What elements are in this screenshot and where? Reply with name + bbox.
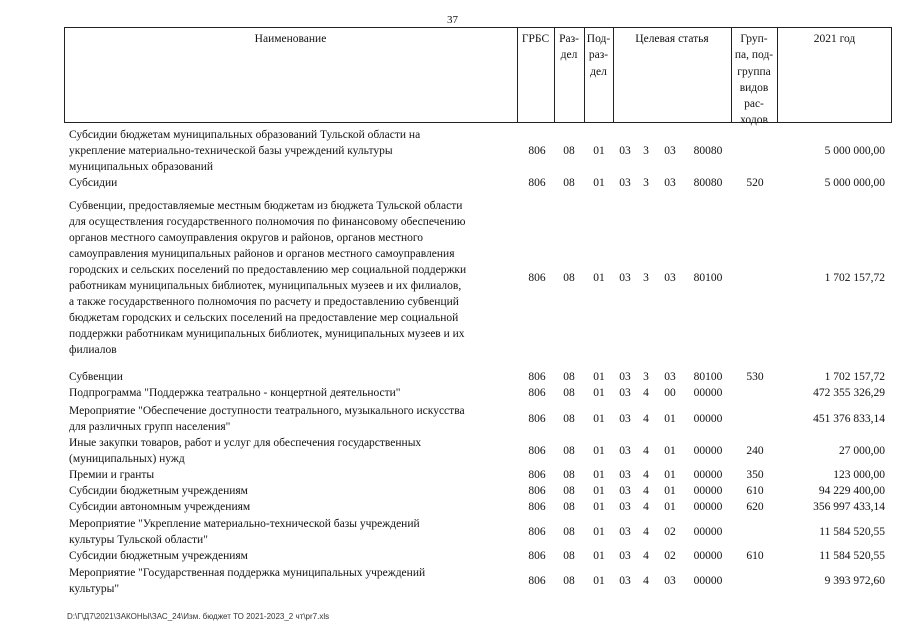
cell-podrazdel: 01 (593, 501, 605, 513)
cell-cs-program: 03 (619, 526, 631, 538)
header-podrazdel: Под- раз- дел (586, 33, 611, 78)
cell-name: Субсидии бюджетам муниципальных образований Тульской области на укрепление материально-технической базы учреждений культуры муниципальных образований (69, 129, 421, 173)
cell-cs-event: 03 (664, 371, 676, 383)
cell-name: Субсидии автономным учреждениям (69, 501, 251, 513)
cell-razdel: 08 (563, 145, 575, 157)
footer-file-path: D:\Г\Д7\2021\ЗАКОНЫ\ЗАС_24\Изм. бюджет ТО 2021-2023_2 чт\pr7.xls (67, 612, 330, 621)
cell-vid: 520 (746, 177, 764, 189)
header-razdel: Раз- дел (559, 33, 579, 62)
cell-cs-direction: 00000 (693, 501, 723, 513)
cell-cs-program: 03 (619, 177, 631, 189)
cell-cs-program: 03 (619, 413, 631, 425)
cell-podrazdel: 01 (593, 485, 605, 497)
cell-cs-subprogram: 4 (643, 469, 649, 481)
cell-grbs: 806 (528, 387, 546, 399)
cell-name: Субвенции (69, 371, 123, 383)
cell-podrazdel: 01 (593, 145, 605, 157)
cell-cs-subprogram: 4 (643, 501, 649, 513)
cell-cs-subprogram: 4 (643, 387, 649, 399)
cell-amount: 27 000,00 (839, 445, 885, 457)
cell-name: Мероприятие "Укрепление материально-технической базы учреждений культуры Тульской области" (69, 518, 420, 546)
cell-cs-event: 03 (664, 272, 676, 284)
cell-razdel: 08 (563, 387, 575, 399)
cell-cs-event: 01 (664, 501, 676, 513)
cell-cs-subprogram: 4 (643, 445, 649, 457)
cell-amount: 1 702 157,72 (824, 272, 885, 284)
cell-amount: 1 702 157,72 (824, 371, 885, 383)
cell-cs-subprogram: 4 (643, 550, 649, 562)
cell-cs-direction: 00000 (693, 387, 723, 399)
cell-grbs: 806 (528, 501, 546, 513)
cell-cs-subprogram: 3 (643, 272, 649, 284)
cell-name: Мероприятие "Государственная поддержка муниципальных учреждений культуры" (69, 567, 426, 595)
cell-razdel: 08 (563, 413, 575, 425)
cell-podrazdel: 01 (593, 272, 605, 284)
cell-cs-subprogram: 4 (643, 526, 649, 538)
cell-amount: 9 393 972,60 (824, 575, 885, 587)
cell-amount: 11 584 520,55 (819, 550, 885, 562)
cell-cs-direction: 80100 (693, 371, 723, 383)
cell-cs-program: 03 (619, 485, 631, 497)
cell-cs-event: 00 (664, 387, 676, 399)
cell-razdel: 08 (563, 526, 575, 538)
cell-name: Премии и гранты (69, 469, 155, 481)
cell-cs-direction: 00000 (693, 526, 723, 538)
cell-podrazdel: 01 (593, 526, 605, 538)
cell-razdel: 08 (563, 177, 575, 189)
cell-podrazdel: 01 (593, 413, 605, 425)
cell-cs-event: 01 (664, 485, 676, 497)
cell-cs-event: 02 (664, 550, 676, 562)
cell-cs-direction: 80080 (693, 145, 723, 157)
cell-name: Подпрограмма "Поддержка театрально - концертной деятельности" (69, 387, 401, 399)
cell-razdel: 08 (563, 550, 575, 562)
cell-podrazdel: 01 (593, 177, 605, 189)
header-vid-rashodov: Груп- па, под- группа видов рас- ходов (734, 33, 774, 127)
cell-name: Субвенции, предоставляемые местным бюджетам из бюджета Тульской области для осуществления государственного полномочия по финансовому обеспечению органов местного самоуправления округов и районов, органов местного самоуправления муниципальных районов и органов местного самоуправления городских и сельских поселений по предоставлению мер социальной поддержки работникам муниципальных библиотек, муниципальных музеев и их филиалов, а также государственного полномочия по расчету и предоставлению субвенций бюджетам городских и сельских поселений на предоставление мер социальной поддержки работникам муниципальных библиотек, муниципальных музеев и их филиалов (69, 200, 467, 356)
cell-cs-event: 02 (664, 526, 676, 538)
cell-name: Субсидии бюджетным учреждениям (69, 485, 248, 497)
page-number: 37 (447, 14, 458, 26)
cell-cs-subprogram: 3 (643, 177, 649, 189)
header-celevaya-statya: Целевая статья (635, 33, 709, 45)
cell-amount: 94 229 400,00 (818, 485, 885, 497)
cell-name: Субсидии бюджетным учреждениям (69, 550, 248, 562)
cell-amount: 5 000 000,00 (824, 145, 885, 157)
cell-cs-subprogram: 4 (643, 485, 649, 497)
cell-name: Иные закупки товаров, работ и услуг для обеспечения государственных (муниципальных) нужд (69, 437, 422, 465)
cell-vid: 530 (746, 371, 764, 383)
cell-cs-direction: 00000 (693, 485, 723, 497)
cell-grbs: 806 (528, 526, 546, 538)
cell-grbs: 806 (528, 550, 546, 562)
cell-podrazdel: 01 (593, 550, 605, 562)
cell-razdel: 08 (563, 501, 575, 513)
cell-cs-event: 03 (664, 177, 676, 189)
cell-cs-direction: 00000 (693, 575, 723, 587)
cell-cs-program: 03 (619, 445, 631, 457)
cell-cs-event: 01 (664, 445, 676, 457)
header-name: Наименование (254, 33, 327, 45)
cell-grbs: 806 (528, 575, 546, 587)
cell-grbs: 806 (528, 177, 546, 189)
header-grbs: ГРБС (521, 33, 550, 45)
cell-grbs: 806 (528, 272, 546, 284)
cell-cs-direction: 00000 (693, 550, 723, 562)
cell-razdel: 08 (563, 371, 575, 383)
cell-name: Субсидии (69, 177, 118, 189)
cell-cs-program: 03 (619, 550, 631, 562)
cell-grbs: 806 (528, 413, 546, 425)
cell-vid: 350 (746, 469, 764, 481)
cell-name: Мероприятие "Обеспечение доступности театрального, музыкального искусства для различных групп населения" (69, 405, 465, 433)
cell-amount: 123 000,00 (833, 469, 885, 481)
cell-grbs: 806 (528, 371, 546, 383)
cell-cs-direction: 00000 (693, 413, 723, 425)
cell-cs-event: 01 (664, 413, 676, 425)
cell-amount: 451 376 833,14 (813, 413, 885, 425)
cell-cs-program: 03 (619, 387, 631, 399)
cell-cs-subprogram: 4 (643, 413, 649, 425)
header-year: 2021 год (813, 33, 856, 45)
cell-razdel: 08 (563, 469, 575, 481)
cell-cs-direction: 80100 (693, 272, 723, 284)
cell-amount: 11 584 520,55 (819, 526, 885, 538)
cell-cs-subprogram: 4 (643, 575, 649, 587)
cell-podrazdel: 01 (593, 371, 605, 383)
cell-vid: 620 (746, 501, 764, 513)
cell-cs-event: 01 (664, 469, 676, 481)
cell-cs-direction: 00000 (693, 469, 723, 481)
cell-razdel: 08 (563, 485, 575, 497)
cell-grbs: 806 (528, 469, 546, 481)
cell-cs-event: 03 (664, 575, 676, 587)
cell-podrazdel: 01 (593, 575, 605, 587)
cell-grbs: 806 (528, 145, 546, 157)
cell-razdel: 08 (563, 445, 575, 457)
cell-podrazdel: 01 (593, 469, 605, 481)
cell-cs-program: 03 (619, 575, 631, 587)
cell-podrazdel: 01 (593, 387, 605, 399)
cell-podrazdel: 01 (593, 445, 605, 457)
cell-vid: 610 (746, 550, 764, 562)
cell-grbs: 806 (528, 445, 546, 457)
cell-cs-subprogram: 3 (643, 371, 649, 383)
cell-cs-event: 03 (664, 145, 676, 157)
cell-cs-direction: 80080 (693, 177, 723, 189)
cell-cs-subprogram: 3 (643, 145, 649, 157)
cell-vid: 610 (746, 485, 764, 497)
cell-amount: 5 000 000,00 (824, 177, 885, 189)
cell-cs-program: 03 (619, 272, 631, 284)
cell-cs-program: 03 (619, 145, 631, 157)
cell-cs-program: 03 (619, 469, 631, 481)
cell-amount: 356 997 433,14 (813, 501, 885, 513)
cell-amount: 472 355 326,29 (813, 387, 885, 399)
cell-cs-program: 03 (619, 501, 631, 513)
cell-grbs: 806 (528, 485, 546, 497)
cell-razdel: 08 (563, 272, 575, 284)
cell-cs-program: 03 (619, 371, 631, 383)
cell-razdel: 08 (563, 575, 575, 587)
cell-cs-direction: 00000 (693, 445, 723, 457)
cell-vid: 240 (746, 445, 764, 457)
